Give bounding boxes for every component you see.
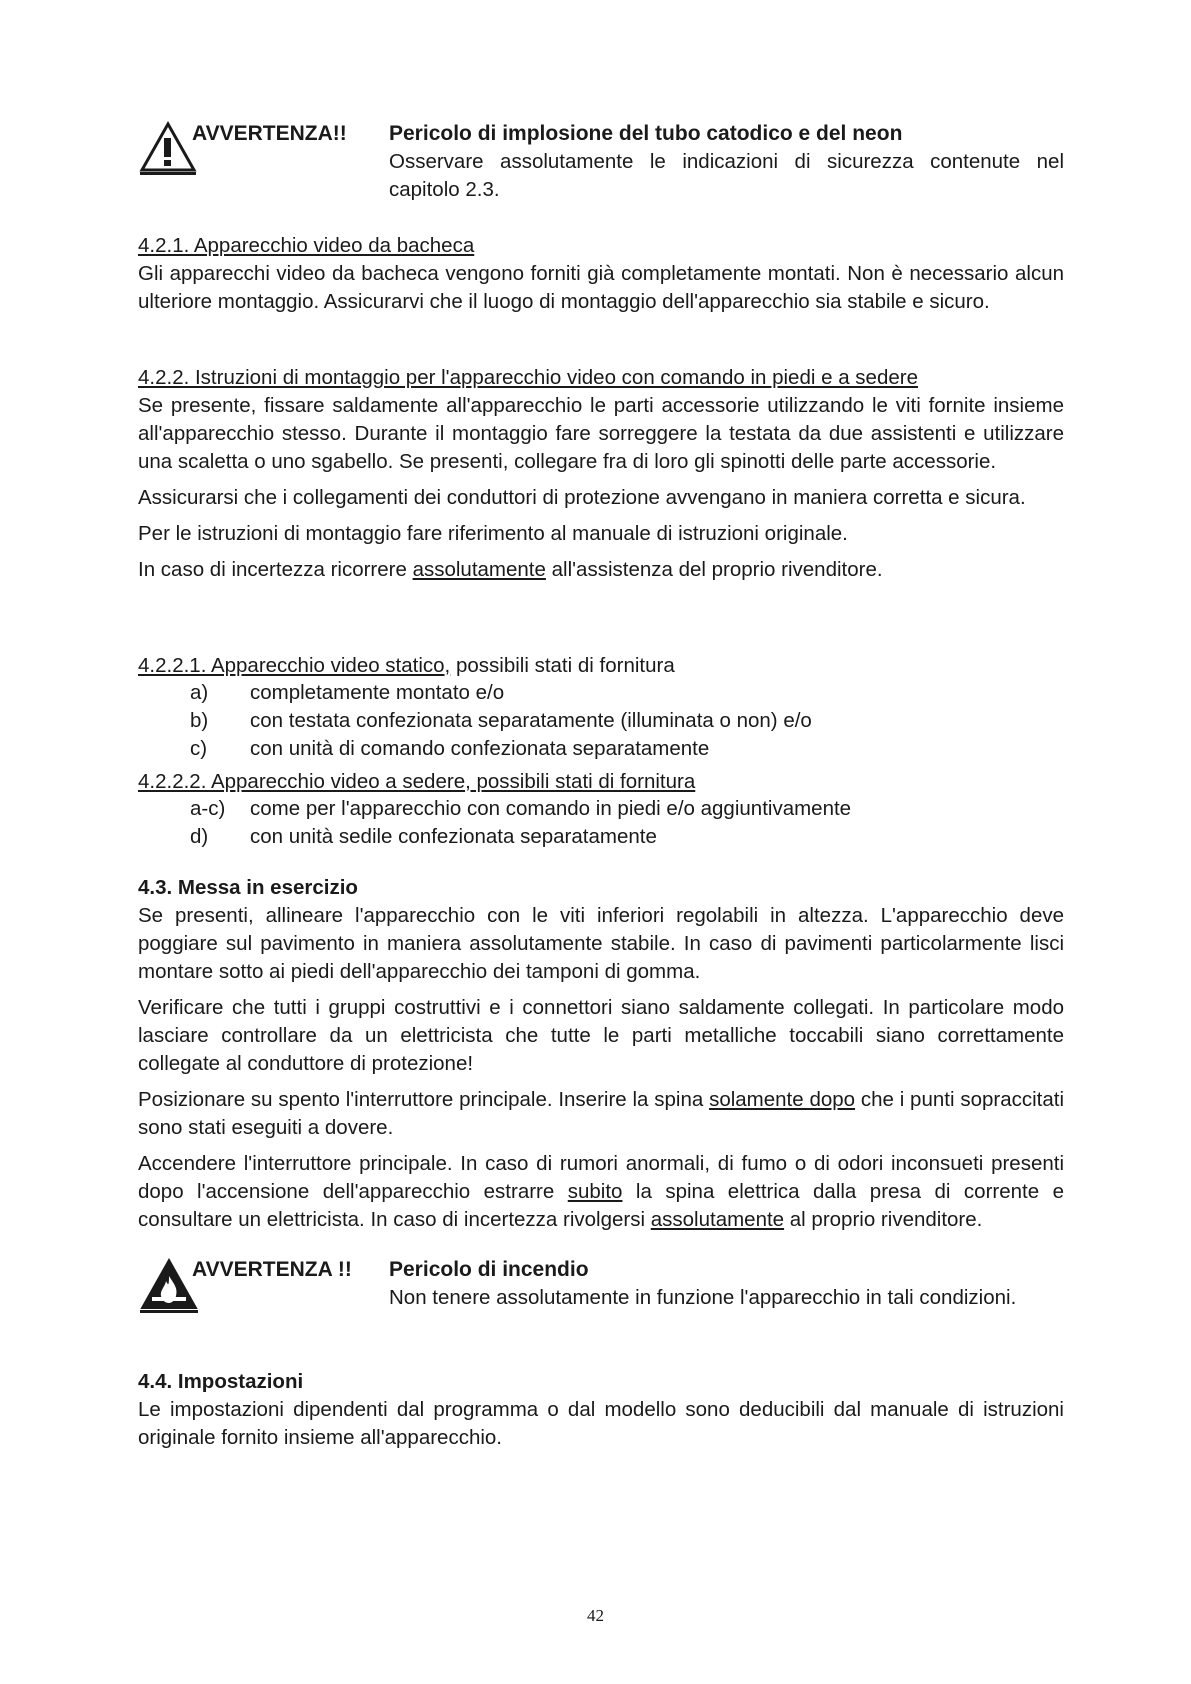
list-item: a-c) come per l'apparecchio con comando in piedi e/o aggiuntivamente (190, 797, 852, 820)
emphasis: subito (567, 1180, 623, 1203)
list-item: d) con unità sedile confezionata separatamente (190, 825, 657, 848)
paragraph: Per le istruzioni di montaggio fare riferimento al manuale di istruzioni originale. (138, 522, 848, 545)
paragraph: Verificare che tutti i gruppi costruttivi e i connettori siano saldamente collegati. In particolare modo lasciare controllare da un elettricista che tutte le parti metalliche toccabili siano correttamente collegate al conduttore di protezione! (138, 996, 1064, 1075)
section-4-2-2 (138, 364, 1064, 584)
emphasis: assolutamente (412, 558, 546, 581)
warning-title: Pericolo di implosione del tubo catodico e del neon (389, 122, 903, 145)
warning-body: Osservare assolutamente le indicazioni di sicurezza contenute nel capitolo 2.3. (389, 150, 1064, 201)
paragraph: Se presenti, allineare l'apparecchio con le viti inferiori regolabili in altezza. L'apparecchio deve poggiare sul pavimento in maniera assolutamente stabile. In caso di pavimenti particolarmente lisci montare sotto ai piedi dell'apparecchio dei tamponi di gomma. (138, 904, 1064, 983)
section-4-2-1 (138, 232, 1064, 316)
paragraph: Gli apparecchi video da bacheca vengono forniti già completamente montati. Non è necessario alcun ulteriore montaggio. Assicurarvi che il luogo di montaggio dell'apparecchio sia stabile e sicuro. (138, 262, 1064, 313)
paragraph: Accendere l'interruttore principale. In caso di rumori anormali, di fumo o di odori inconsueti presenti dopo l'accensione dell'apparecchio estrarre subito la spina elettrica dalla presa di corrente e consultare un elettricista. In caso di incertezza rivolgersi assolutamente al proprio rivenditore. (138, 1152, 1064, 1231)
section-heading: 4.4. Impostazioni (138, 1370, 304, 1393)
emphasis: solamente dopo (709, 1088, 856, 1111)
subsection-heading: 4.2.2.1. Apparecchio video statico, possibili stati di fornitura (138, 654, 675, 677)
warning-label: AVVERTENZA!! (192, 122, 347, 145)
page-number: 42 (587, 1606, 604, 1625)
fire-warning-icon (138, 1256, 200, 1316)
warning-label: AVVERTENZA !! (192, 1258, 352, 1281)
paragraph: Posizionare su spento l'interruttore principale. Inserire la spina solamente dopo che i punti sopraccitati sono stati eseguiti a dovere. (138, 1088, 1064, 1139)
paragraph: In caso di incertezza ricorrere assolutamente all'assistenza del proprio rivenditore. (138, 558, 883, 581)
warning-triangle-icon (138, 120, 198, 178)
paragraph: Assicurarsi che i collegamenti dei conduttori di protezione avvengano in maniera corretta e sicura. (138, 486, 1026, 509)
paragraph: Le impostazioni dipendenti dal programma o dal modello sono deducibili dal manuale di istruzioni originale fornito insieme all'apparecchio. (138, 1398, 1064, 1449)
section-heading: 4.3. Messa in esercizio (138, 876, 358, 899)
warning-title: Pericolo di incendio (389, 1258, 589, 1281)
subsection-heading: 4.2.2.2. Apparecchio video a sedere, possibili stati di fornitura (138, 770, 696, 793)
emphasis: assolutamente (650, 1208, 785, 1231)
list-item: a) completamente montato e/o (190, 681, 505, 704)
list-item: c) con unità di comando confezionata separatamente (190, 737, 710, 760)
section-heading: 4.2.2. Istruzioni di montaggio per l'apparecchio video con comando in piedi e a sedere (138, 366, 918, 389)
warning-body: Non tenere assolutamente in funzione l'apparecchio in tali condizioni. (389, 1286, 1017, 1309)
section-4-3 (138, 874, 1064, 1234)
paragraph: Se presente, fissare saldamente all'apparecchio le parti accessorie utilizzando le viti fornite insieme all'apparecchio stesso. Durante il montaggio fare sorreggere la testata da due assistenti e utilizzare una scaletta o uno sgabello. Se presenti, collegare fra di loro gli spinotti delle parte accessorie. (138, 394, 1064, 473)
list-item: b) con testata confezionata separatamente (illuminata o non) e/o (190, 709, 812, 732)
section-4-4 (138, 1368, 1064, 1452)
section-heading: 4.2.1. Apparecchio video da bacheca (138, 234, 475, 257)
